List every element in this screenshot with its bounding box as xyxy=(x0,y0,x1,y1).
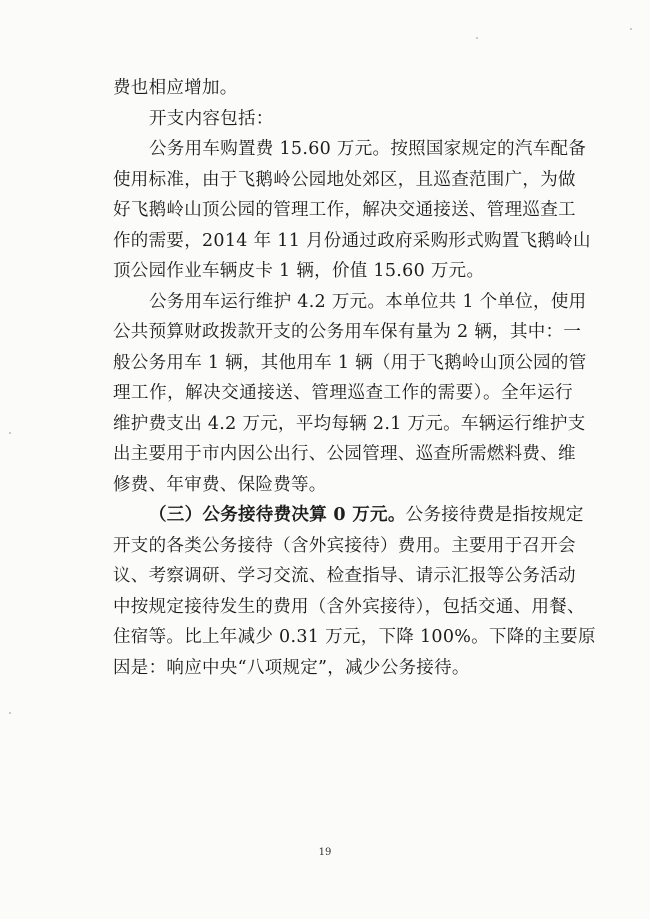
paragraph-line: 顶公园作业车辆皮卡 1 辆，价值 15.60 万元。 xyxy=(113,261,485,281)
paragraph-line: 中按规定接待发生的费用（含外宾接待），包括交通、用餐、 xyxy=(113,596,585,617)
paragraph-line: 好飞鹅岭山顶公园的管理工作，解决交通接送、管理巡查工 xyxy=(113,200,576,220)
paragraph-line: 开支内容包括： xyxy=(149,108,274,129)
paragraph-line: 住宿等。比上年减少 0.31 万元，下降 100%。下降的主要原 xyxy=(113,627,596,647)
section-heading: （三）公务接待费决算 0 万元。 xyxy=(149,505,406,525)
scan-speck xyxy=(9,712,11,714)
paragraph-line: 作的需要，2014 年 11 月份通过政府采购形式购置飞鹅岭山 xyxy=(113,230,591,251)
paragraph-line: 出主要用于市内因公出行、公园管理、巡查所需燃料费、维 xyxy=(113,444,576,464)
paragraph-line: 议、考察调研、学习交流、检查指导、请示汇报等公务活动 xyxy=(113,566,576,586)
paragraph-line: 因是：响应中央“八项规定”，减少公务接待。 xyxy=(113,657,470,678)
paragraph-line: 般公务用车 1 辆，其他用车 1 辆（用于飞鹅岭山顶公园的管 xyxy=(113,352,587,373)
page-number: 19 xyxy=(318,847,332,858)
paragraph-line: 理工作，解决交通接送、管理巡查工作的需要）。全年运行 xyxy=(113,383,573,403)
paragraph-line: 维护费支出 4.2 万元，平均每辆 2.1 万元。车辆运行维护支 xyxy=(113,413,586,434)
scan-speck xyxy=(630,28,632,30)
paragraph-text: 公务接待费是指按规定 xyxy=(405,505,584,525)
paragraph-line: 公共预算财政拨款开支的公务用车保有量为 2 辆，其中：一 xyxy=(113,322,582,342)
scan-speck xyxy=(9,432,11,434)
paragraph-line: 公务用车购置费 15.60 万元。按照国家规定的汽车配备 xyxy=(149,139,587,159)
body-text xyxy=(113,73,596,683)
paragraph-line: 修费、年审费、保险费等。 xyxy=(113,474,327,495)
paragraph-line: 公务用车运行维护 4.2 万元。本单位共 1 个单位，使用 xyxy=(149,291,587,312)
paragraph-line: 开支的各类公务接待（含外宾接待）费用。主要用于召开会 xyxy=(113,535,576,556)
scan-speck xyxy=(476,37,478,39)
paragraph-line: 使用标准，由于飞鹅岭公园地处郊区，且巡查范围广，为做 xyxy=(113,169,576,190)
paragraph-line xyxy=(113,500,584,531)
paragraph-line: 费也相应增加。 xyxy=(113,78,238,98)
